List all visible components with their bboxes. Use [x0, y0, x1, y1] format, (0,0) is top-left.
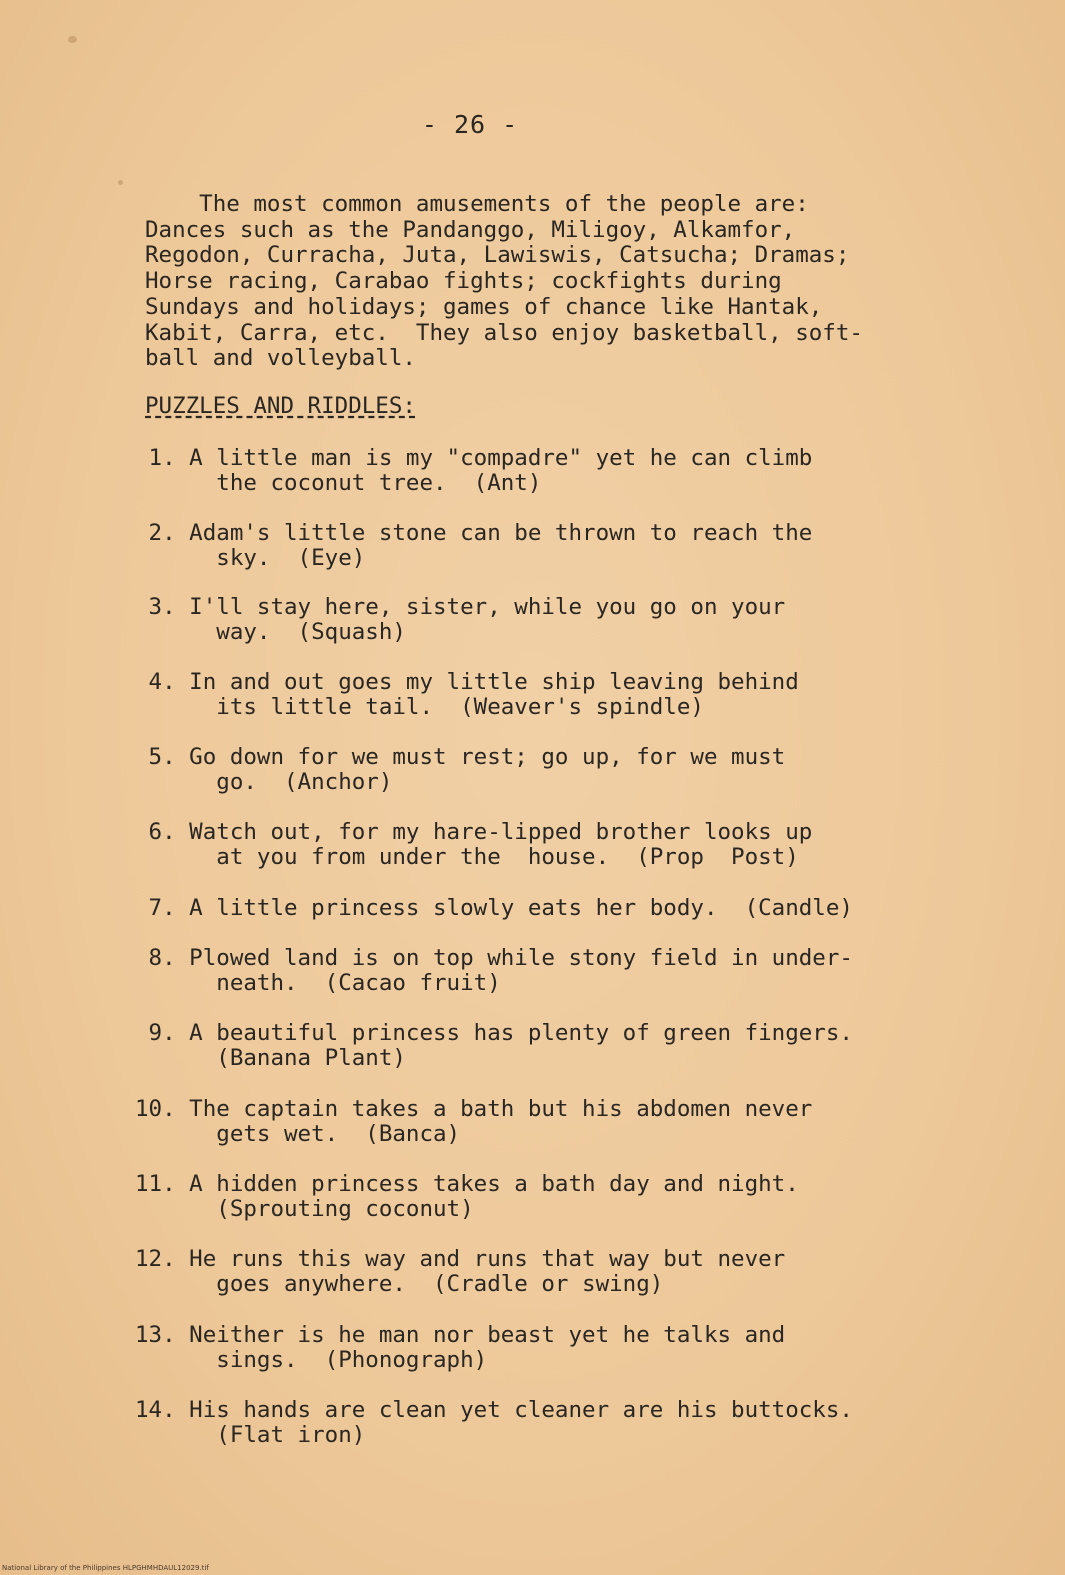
riddle-text: 6. Watch out, for my hare-lipped brother looks up at you from under the house. (Prop Post) — [148, 819, 813, 870]
riddle-text: 10. The captain takes a bath but his abdomen never gets wet. (Banca) — [135, 1096, 813, 1147]
section-heading: PUZZLES AND RIDDLES: — [145, 393, 416, 419]
riddle-item — [135, 946, 965, 996]
riddle-text: 11. A hidden princess takes a bath day and night. (Sprouting coconut) — [135, 1171, 799, 1222]
riddle-text: 13. Neither is he man nor beast yet he talks and sings. (Phonograph) — [135, 1322, 786, 1373]
riddle-text: 4. In and out goes my little ship leaving behind its little tail. (Weaver's spindle) — [148, 669, 799, 720]
riddle-text: 14. His hands are clean yet cleaner are his buttocks. (Flat iron) — [135, 1397, 853, 1448]
riddle-item — [135, 521, 965, 571]
riddle-text: 7. A little princess slowly eats her body. (Candle) — [135, 895, 853, 921]
riddle-item — [135, 1021, 965, 1071]
riddle-text: 12. He runs this way and runs that way but never goes anywhere. (Cradle or swing) — [135, 1246, 786, 1297]
riddle-item — [135, 670, 965, 720]
riddle-item — [135, 1097, 965, 1147]
riddle-item — [135, 446, 965, 496]
riddle-item — [135, 820, 965, 870]
riddle-item — [135, 1172, 965, 1222]
riddle-item — [135, 1323, 965, 1373]
riddle-item — [135, 896, 965, 921]
page-number: - 26 - — [421, 110, 519, 139]
riddle-text: 1. A little man is my "compadre" yet he can climb the coconut tree. (Ant) — [148, 445, 813, 496]
scan-source-note: National Library of the Philippines HLPGHMHDAUL12029.tif — [2, 1564, 209, 1572]
riddle-item — [135, 1247, 965, 1297]
riddle-item — [135, 745, 965, 795]
intro-paragraph: The most common amusements of the people are: Dances such as the Pandanggo, Miligoy, Alkamfor, Regodon, Curracha, Juta, Lawiswis, Catsucha; Dramas; Horse racing, Carabao fights; cockfights during Sundays and holidays; games of chance like Hantak, Kabit, Carra, etc. They also enjoy basketball, soft- ball and volleyball. — [145, 191, 863, 372]
riddle-text: 5. Go down for we must rest; go up, for we must go. (Anchor) — [148, 744, 786, 795]
riddle-item — [135, 1398, 965, 1448]
paper-stain — [118, 180, 123, 185]
paper-stain — [68, 36, 77, 43]
riddle-text: 9. A beautiful princess has plenty of green fingers. (Banana Plant) — [148, 1020, 853, 1071]
riddle-text: 8. Plowed land is on top while stony field in under- neath. (Cacao fruit) — [148, 945, 853, 996]
riddle-text: 3. I'll stay here, sister, while you go on your way. (Squash) — [148, 594, 786, 645]
riddle-item — [135, 595, 965, 645]
riddle-text: 2. Adam's little stone can be thrown to reach the sky. (Eye) — [148, 520, 813, 571]
